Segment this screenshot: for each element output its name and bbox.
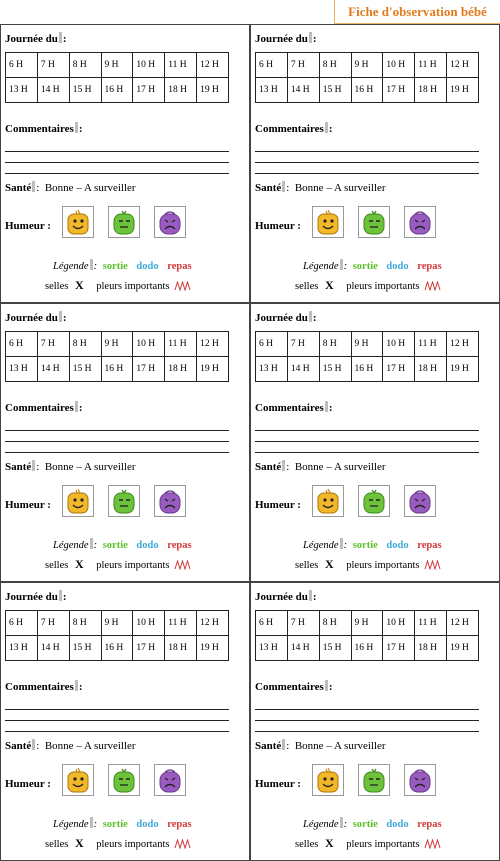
hour-cell[interactable]: 6 H [256, 53, 288, 78]
hours-row-morning [256, 611, 479, 636]
crying-label: pleurs importants [346, 560, 420, 571]
stool-mark: X [324, 557, 334, 571]
hour-cell[interactable]: 11 H [415, 332, 447, 357]
hour-cell[interactable]: 16 H [351, 636, 383, 661]
legend-sortie: sortie [102, 261, 128, 272]
legend-dodo: dodo [136, 819, 159, 830]
stool-label: selles [45, 281, 69, 292]
comments-lines[interactable] [5, 420, 229, 453]
hour-cell[interactable]: 14 H [287, 78, 319, 103]
hour-cell[interactable]: 17 H [133, 636, 165, 661]
legend-label: Légende : [53, 540, 98, 551]
health-value: Bonne – A surveiller [44, 740, 136, 752]
hour-cell[interactable]: 17 H [383, 357, 415, 382]
hour-cell[interactable]: 13 H [6, 78, 38, 103]
hour-cell[interactable]: 17 H [133, 357, 165, 382]
hour-cell[interactable]: 11 H [165, 611, 197, 636]
hour-cell[interactable]: 15 H [69, 636, 101, 661]
legend-dodo: dodo [386, 261, 409, 272]
zigzag-icon [174, 839, 192, 852]
hour-cell[interactable]: 18 H [165, 78, 197, 103]
health-row: Santé : Bonne – A surveiller [5, 182, 136, 194]
hour-cell[interactable]: 10 H [133, 332, 165, 357]
hour-cell[interactable]: 7 H [287, 332, 319, 357]
hour-cell[interactable]: 19 H [447, 636, 479, 661]
hour-cell[interactable]: 14 H [287, 357, 319, 382]
hours-row-afternoon [256, 78, 479, 103]
stool-label: selles [295, 839, 319, 850]
happy-face-icon[interactable] [62, 764, 94, 796]
stool-label: selles [45, 839, 69, 850]
hour-cell[interactable]: 11 H [415, 53, 447, 78]
mood-faces [58, 485, 198, 519]
hour-cell[interactable]: 10 H [133, 611, 165, 636]
observation-card [0, 24, 250, 303]
hour-cell[interactable]: 13 H [256, 636, 288, 661]
health-label: Santé [255, 182, 282, 194]
health-label: Santé [5, 740, 32, 752]
mood-label: Humeur : [255, 499, 301, 511]
hours-table [5, 610, 229, 661]
health-row: Santé : Bonne – A surveiller [5, 461, 136, 473]
comment-line[interactable] [5, 163, 229, 174]
bottom-row [295, 278, 442, 294]
hour-cell[interactable]: 9 H [351, 611, 383, 636]
health-row: Santé : Bonne – A surveiller [5, 740, 136, 752]
happy-face-icon[interactable] [62, 206, 94, 238]
comments-lines[interactable] [255, 699, 479, 732]
hour-cell[interactable]: 10 H [133, 53, 165, 78]
legend-repas: repas [417, 819, 442, 830]
legend-label: Légende : [303, 261, 348, 272]
hour-cell[interactable]: 19 H [197, 636, 229, 661]
comments-label: Commentaires : [5, 123, 83, 135]
legend [303, 817, 442, 830]
bottom-row [45, 278, 192, 294]
hour-cell[interactable]: 14 H [37, 636, 69, 661]
hour-cell[interactable]: 10 H [383, 53, 415, 78]
comments-label: Commentaires : [255, 681, 333, 693]
hour-cell[interactable]: 7 H [287, 53, 319, 78]
hour-cell[interactable]: 13 H [256, 357, 288, 382]
observation-card [250, 303, 500, 582]
health-label: Santé [255, 740, 282, 752]
zigzag-icon [424, 839, 442, 852]
health-value: Bonne – A surveiller [44, 182, 136, 194]
bottom-row [45, 836, 192, 852]
observation-card [0, 303, 250, 582]
stool-mark: X [324, 836, 334, 850]
hour-cell[interactable]: 13 H [256, 78, 288, 103]
hour-cell[interactable]: 19 H [447, 357, 479, 382]
zigzag-icon [424, 281, 442, 294]
hour-cell[interactable]: 12 H [447, 332, 479, 357]
hour-cell[interactable]: 13 H [6, 636, 38, 661]
happy-face-icon[interactable] [62, 485, 94, 517]
bottom-row [295, 557, 442, 573]
hour-cell[interactable]: 10 H [383, 332, 415, 357]
mood-label: Humeur : [5, 778, 51, 790]
comment-line[interactable] [5, 699, 229, 710]
hour-cell[interactable]: 9 H [101, 53, 133, 78]
sad-face-icon[interactable] [154, 764, 186, 796]
neutral-face-icon[interactable] [358, 485, 390, 517]
observation-card [0, 582, 250, 861]
comments-label: Commentaires : [255, 123, 333, 135]
hours-row-afternoon [6, 357, 229, 382]
hour-cell[interactable]: 11 H [165, 332, 197, 357]
health-value: Bonne – A surveiller [294, 461, 386, 473]
hour-cell[interactable]: 9 H [351, 53, 383, 78]
day-label: Journée du : [5, 33, 67, 45]
hour-cell[interactable]: 18 H [415, 357, 447, 382]
comment-line[interactable] [255, 420, 479, 431]
crying-label: pleurs importants [346, 281, 420, 292]
mood-faces [308, 485, 448, 519]
comments-lines[interactable] [255, 420, 479, 453]
mood-label: Humeur : [5, 220, 51, 232]
hour-cell[interactable]: 19 H [197, 78, 229, 103]
health-label: Santé [5, 182, 32, 194]
sad-face-icon[interactable] [154, 206, 186, 238]
hour-cell[interactable]: 18 H [165, 357, 197, 382]
health-value: Bonne – A surveiller [294, 740, 386, 752]
day-label: Journée du : [5, 312, 67, 324]
legend-dodo: dodo [386, 540, 409, 551]
comment-line[interactable] [255, 710, 479, 721]
hour-cell[interactable]: 6 H [6, 332, 38, 357]
hours-row-morning [256, 332, 479, 357]
neutral-face-icon[interactable] [108, 764, 140, 796]
hours-table [255, 610, 479, 661]
hour-cell[interactable]: 17 H [383, 636, 415, 661]
legend-dodo: dodo [386, 819, 409, 830]
legend-label: Légende : [53, 261, 98, 272]
stool-mark: X [74, 278, 84, 292]
hour-cell[interactable]: 15 H [319, 357, 351, 382]
hour-cell[interactable]: 16 H [351, 78, 383, 103]
sad-face-icon[interactable] [404, 206, 436, 238]
comments-label: Commentaires : [5, 681, 83, 693]
comment-line[interactable] [255, 152, 479, 163]
comment-line[interactable] [5, 721, 229, 732]
crying-label: pleurs importants [96, 560, 170, 571]
page-title: Fiche d'observation bébé [334, 0, 500, 24]
mood-label: Humeur : [5, 499, 51, 511]
bottom-row [45, 557, 192, 573]
health-label: Santé [5, 461, 32, 473]
zigzag-icon [424, 560, 442, 573]
hour-cell[interactable]: 8 H [319, 53, 351, 78]
hour-cell[interactable]: 6 H [6, 53, 38, 78]
observation-card [250, 582, 500, 861]
hours-row-morning [256, 53, 479, 78]
happy-face-icon[interactable] [312, 485, 344, 517]
legend-label: Légende : [303, 540, 348, 551]
hour-cell[interactable]: 8 H [69, 53, 101, 78]
legend [303, 538, 442, 551]
legend-repas: repas [417, 261, 442, 272]
health-label: Santé [255, 461, 282, 473]
comment-line[interactable] [5, 442, 229, 453]
legend [53, 259, 192, 272]
hour-cell[interactable]: 12 H [197, 332, 229, 357]
stool-label: selles [45, 560, 69, 571]
hour-cell[interactable]: 7 H [37, 332, 69, 357]
health-value: Bonne – A surveiller [294, 182, 386, 194]
hour-cell[interactable]: 16 H [101, 78, 133, 103]
observation-card [250, 24, 500, 303]
hours-table [255, 52, 479, 103]
hour-cell[interactable]: 8 H [69, 332, 101, 357]
hour-cell[interactable]: 16 H [101, 636, 133, 661]
sad-face-icon[interactable] [404, 764, 436, 796]
hours-row-afternoon [6, 78, 229, 103]
health-row: Santé : Bonne – A surveiller [255, 461, 386, 473]
hour-cell[interactable]: 7 H [287, 611, 319, 636]
comment-line[interactable] [255, 431, 479, 442]
hour-cell[interactable]: 9 H [101, 332, 133, 357]
mood-faces [58, 206, 198, 240]
hour-cell[interactable]: 10 H [383, 611, 415, 636]
comments-lines[interactable] [5, 141, 229, 174]
health-row: Santé : Bonne – A surveiller [255, 182, 386, 194]
hour-cell[interactable]: 8 H [69, 611, 101, 636]
hour-cell[interactable]: 16 H [101, 357, 133, 382]
sad-face-icon[interactable] [404, 485, 436, 517]
legend-sortie: sortie [352, 261, 378, 272]
hour-cell[interactable]: 14 H [37, 78, 69, 103]
legend-label: Légende : [53, 819, 98, 830]
stool-mark: X [324, 278, 334, 292]
legend [303, 259, 442, 272]
legend-sortie: sortie [102, 819, 128, 830]
bottom-row [295, 836, 442, 852]
hour-cell[interactable]: 14 H [37, 357, 69, 382]
comment-line[interactable] [5, 152, 229, 163]
comment-line[interactable] [5, 431, 229, 442]
hours-table [5, 52, 229, 103]
mood-label: Humeur : [255, 220, 301, 232]
stool-mark: X [74, 836, 84, 850]
hour-cell[interactable]: 12 H [447, 53, 479, 78]
comment-line[interactable] [255, 163, 479, 174]
legend-label: Légende : [303, 819, 348, 830]
hour-cell[interactable]: 6 H [256, 611, 288, 636]
hour-cell[interactable]: 8 H [319, 611, 351, 636]
hours-row-afternoon [256, 357, 479, 382]
crying-label: pleurs importants [96, 281, 170, 292]
hour-cell[interactable]: 19 H [197, 357, 229, 382]
hour-cell[interactable]: 11 H [415, 611, 447, 636]
hours-row-morning [6, 332, 229, 357]
hours-row-afternoon [256, 636, 479, 661]
hour-cell[interactable]: 18 H [165, 636, 197, 661]
day-label: Journée du : [255, 591, 317, 603]
happy-face-icon[interactable] [312, 764, 344, 796]
hour-cell[interactable]: 14 H [287, 636, 319, 661]
comment-line[interactable] [255, 442, 479, 453]
legend [53, 817, 192, 830]
stool-mark: X [74, 557, 84, 571]
legend-sortie: sortie [352, 540, 378, 551]
hour-cell[interactable]: 12 H [197, 53, 229, 78]
comments-lines[interactable] [5, 699, 229, 732]
sad-face-icon[interactable] [154, 485, 186, 517]
comments-label: Commentaires : [5, 402, 83, 414]
legend-repas: repas [167, 540, 192, 551]
observation-grid [0, 24, 500, 861]
legend-repas: repas [167, 261, 192, 272]
hour-cell[interactable]: 19 H [447, 78, 479, 103]
mood-faces [308, 764, 448, 798]
legend-dodo: dodo [136, 261, 159, 272]
crying-label: pleurs importants [96, 839, 170, 850]
hours-row-morning [6, 611, 229, 636]
hour-cell[interactable]: 9 H [351, 332, 383, 357]
zigzag-icon [174, 560, 192, 573]
legend-sortie: sortie [102, 540, 128, 551]
hours-row-afternoon [6, 636, 229, 661]
happy-face-icon[interactable] [312, 206, 344, 238]
hour-cell[interactable]: 18 H [415, 78, 447, 103]
comments-label: Commentaires : [255, 402, 333, 414]
comments-lines[interactable] [255, 141, 479, 174]
legend-repas: repas [417, 540, 442, 551]
hour-cell[interactable]: 17 H [133, 78, 165, 103]
comment-line[interactable] [5, 420, 229, 431]
day-label: Journée du : [255, 312, 317, 324]
health-value: Bonne – A surveiller [44, 461, 136, 473]
hour-cell[interactable]: 8 H [319, 332, 351, 357]
hour-cell[interactable]: 9 H [101, 611, 133, 636]
neutral-face-icon[interactable] [108, 485, 140, 517]
neutral-face-icon[interactable] [358, 764, 390, 796]
stool-label: selles [295, 281, 319, 292]
comment-line[interactable] [255, 721, 479, 732]
legend-repas: repas [167, 819, 192, 830]
hour-cell[interactable]: 13 H [6, 357, 38, 382]
day-label: Journée du : [255, 33, 317, 45]
neutral-face-icon[interactable] [358, 206, 390, 238]
hour-cell[interactable]: 16 H [351, 357, 383, 382]
mood-faces [308, 206, 448, 240]
crying-label: pleurs importants [346, 839, 420, 850]
mood-label: Humeur : [255, 778, 301, 790]
hour-cell[interactable]: 15 H [69, 357, 101, 382]
comment-line[interactable] [255, 699, 479, 710]
hour-cell[interactable]: 7 H [37, 53, 69, 78]
hour-cell[interactable]: 7 H [37, 611, 69, 636]
legend [53, 538, 192, 551]
hours-table [5, 331, 229, 382]
hours-row-morning [6, 53, 229, 78]
health-row: Santé : Bonne – A surveiller [255, 740, 386, 752]
comment-line[interactable] [5, 710, 229, 721]
comment-line[interactable] [5, 141, 229, 152]
comment-line[interactable] [255, 141, 479, 152]
stool-label: selles [295, 560, 319, 571]
hour-cell[interactable]: 15 H [319, 78, 351, 103]
hour-cell[interactable]: 11 H [165, 53, 197, 78]
hour-cell[interactable]: 18 H [415, 636, 447, 661]
zigzag-icon [174, 281, 192, 294]
hour-cell[interactable]: 15 H [69, 78, 101, 103]
mood-faces [58, 764, 198, 798]
hour-cell[interactable]: 17 H [383, 78, 415, 103]
hour-cell[interactable]: 15 H [319, 636, 351, 661]
legend-dodo: dodo [136, 540, 159, 551]
hour-cell[interactable]: 12 H [197, 611, 229, 636]
hours-table [255, 331, 479, 382]
hour-cell[interactable]: 12 H [447, 611, 479, 636]
day-label: Journée du : [5, 591, 67, 603]
legend-sortie: sortie [352, 819, 378, 830]
hour-cell[interactable]: 6 H [6, 611, 38, 636]
neutral-face-icon[interactable] [108, 206, 140, 238]
hour-cell[interactable]: 6 H [256, 332, 288, 357]
